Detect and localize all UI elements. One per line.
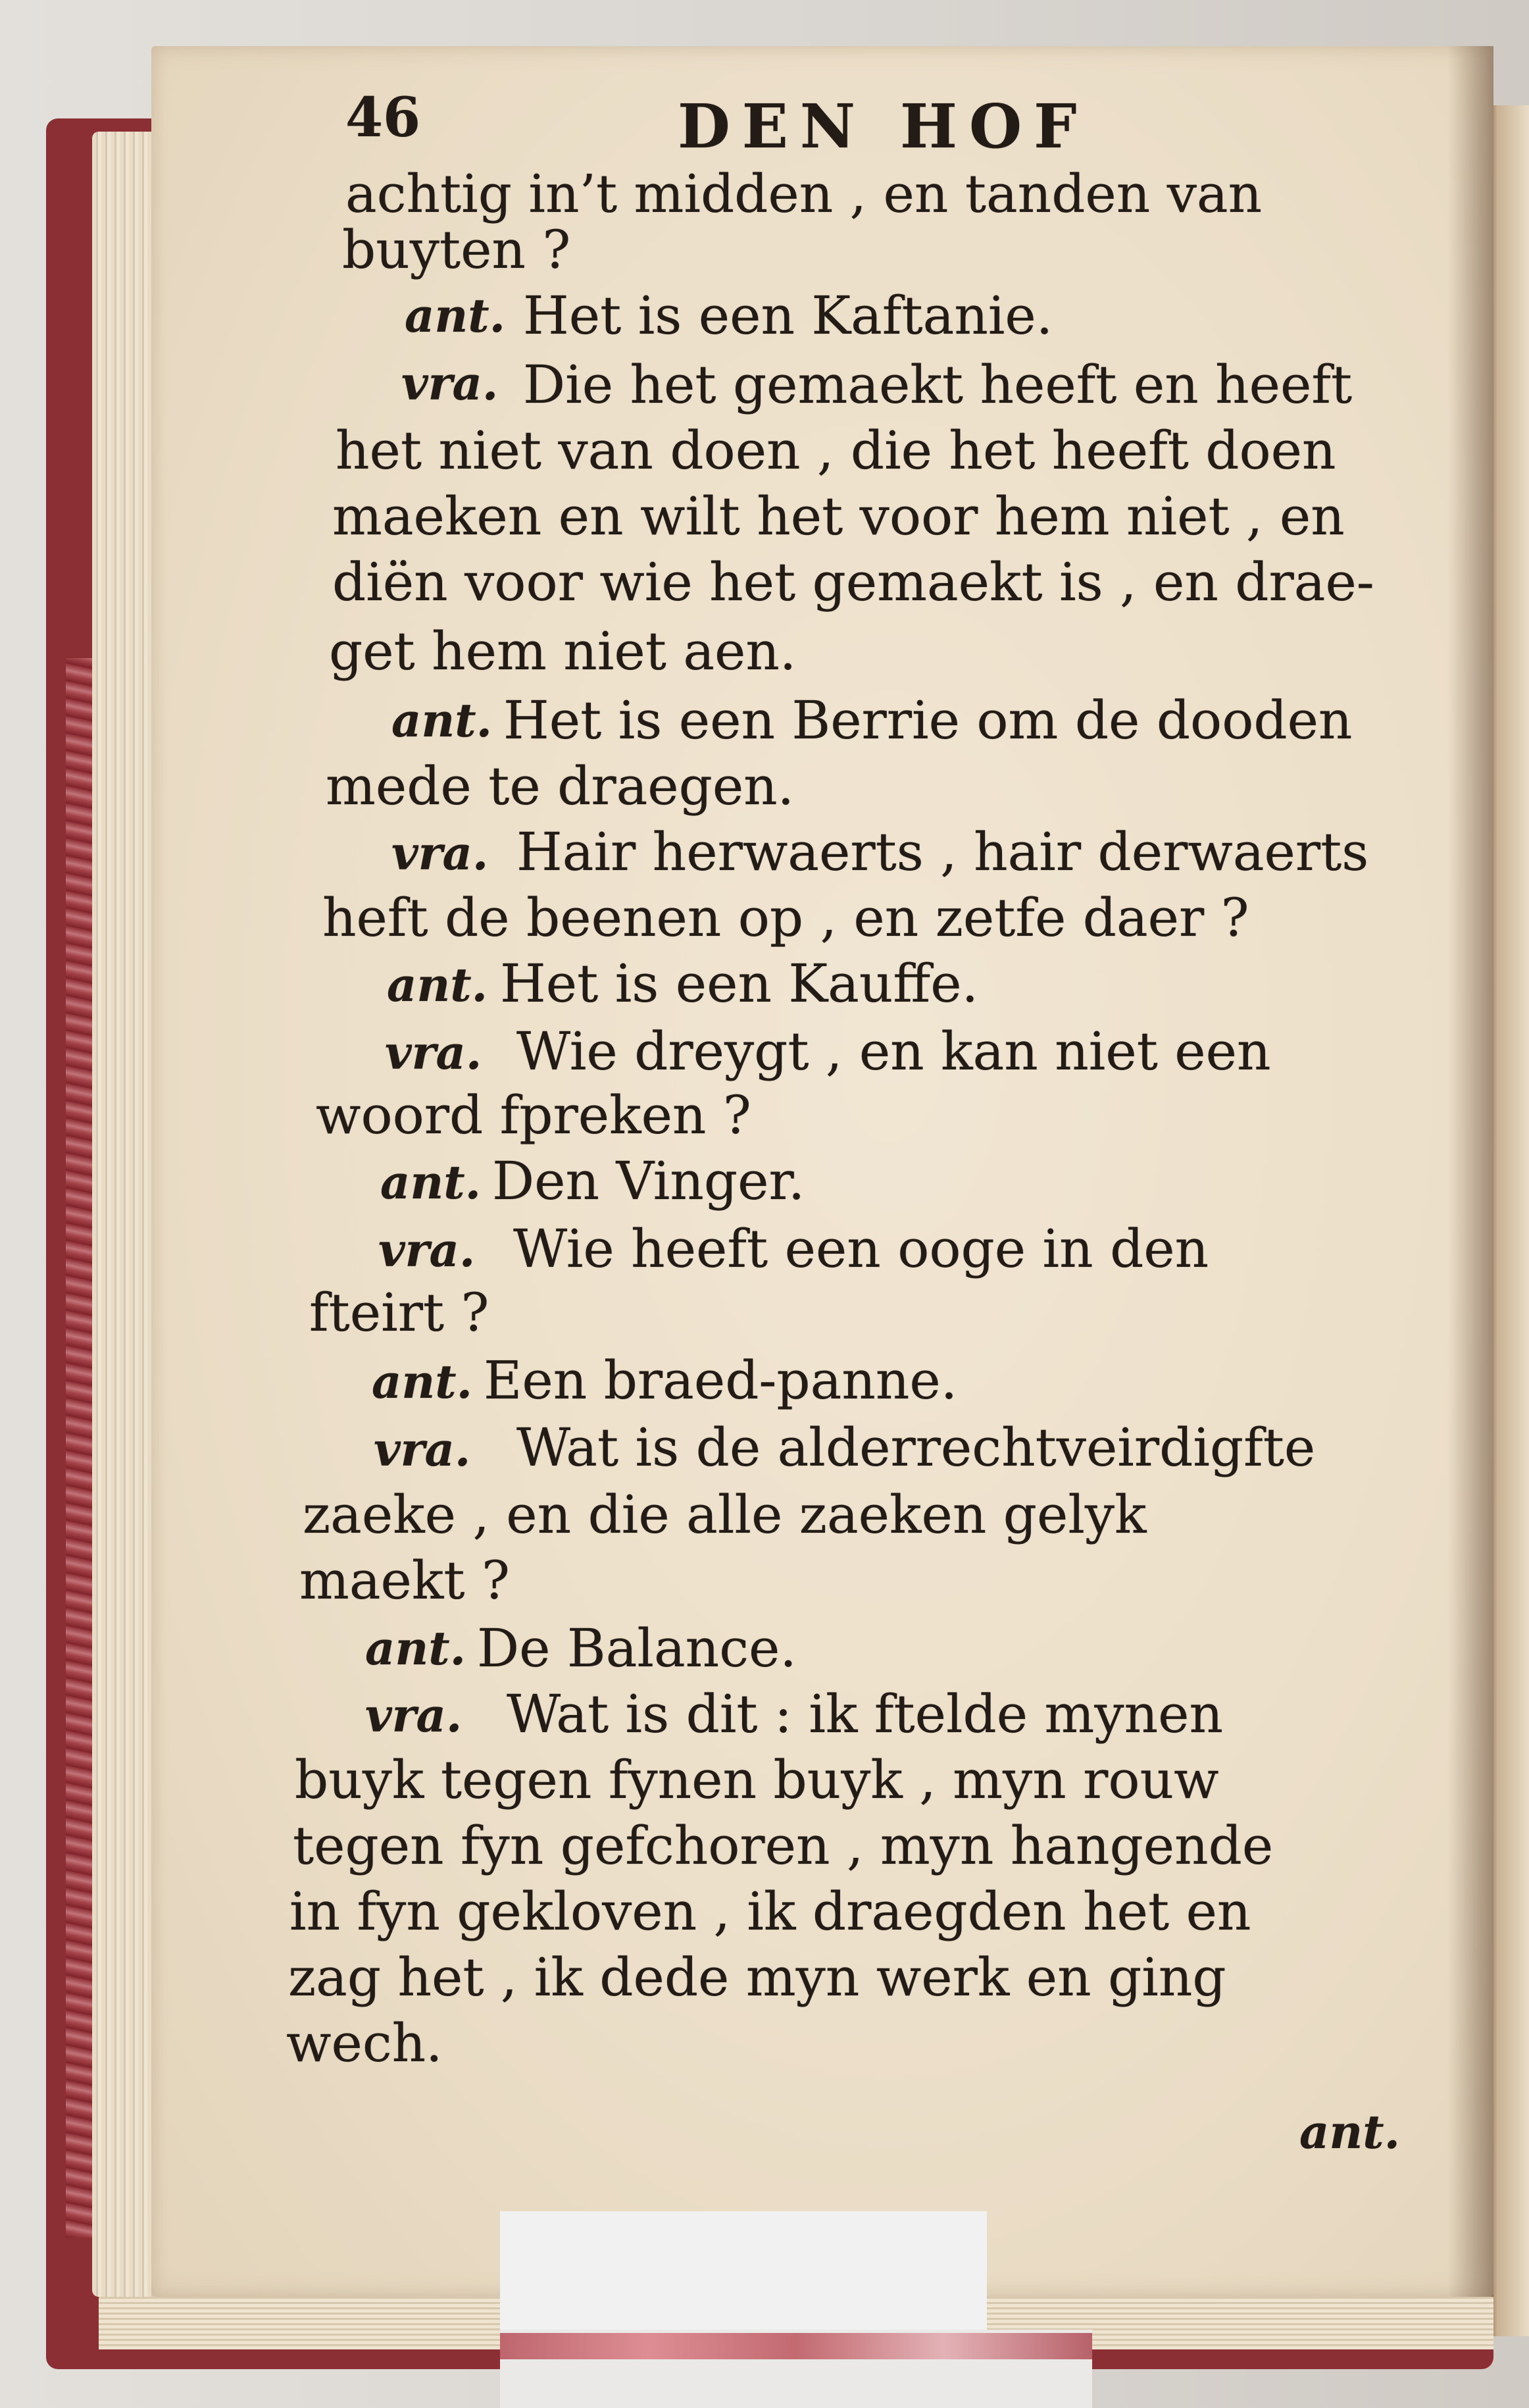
text-line-17: Wie heeft een ooge in den	[513, 1218, 1209, 1279]
text-line-21: zaeke , en die alle zaeken gelyk	[303, 1484, 1147, 1545]
text-line-2: buyten ?	[342, 219, 571, 280]
text-line-29: wech.	[286, 2012, 443, 2074]
text-line-16: Den Vinger.	[492, 1150, 805, 1212]
answer-label: ant.	[405, 288, 505, 343]
question-label: vra.	[391, 826, 489, 881]
text-line-20: Wat is de alderrechtveirdigfte	[516, 1417, 1316, 1478]
question-label: vra.	[365, 1688, 463, 1743]
text-line-15: woord fpreken ?	[316, 1085, 751, 1146]
answer-label: ant.	[380, 1155, 481, 1210]
question-label: vra.	[401, 356, 499, 411]
text-line-9: Het is een Berrie om de dooden	[503, 690, 1353, 751]
text-line-28: zag het , ik dede myn werk en ging	[288, 1947, 1226, 2008]
text-line-24: Wat is dit : ik ftelde mynen	[507, 1683, 1223, 1745]
question-label: vra.	[374, 1422, 471, 1477]
text-line-23: De Balance.	[477, 1618, 797, 1679]
text-line-18: fteirt ?	[309, 1282, 489, 1343]
text-line-13: Het is een Kauffe.	[500, 953, 978, 1014]
text-line-10: mede te draegen.	[326, 756, 795, 817]
answer-label: ant.	[365, 1621, 466, 1676]
answer-label: ant.	[391, 693, 492, 748]
cover-foot-marbling	[500, 2333, 1092, 2359]
text-line-8: get hem niet aen.	[329, 621, 797, 682]
page-number: 46	[345, 86, 421, 149]
text-line-4: Die het gemaekt heeft en heeft	[523, 354, 1353, 415]
text-line-22: maekt ?	[299, 1550, 510, 1611]
text-line-19: Een braed-panne.	[484, 1350, 958, 1411]
text-line-7: diën voor wie het gemaekt is , en drae-	[332, 551, 1374, 613]
text-line-25: buyk tegen fynen buyk , myn rouw	[295, 1749, 1219, 1810]
text-line-5: het niet van doen , die het heeft doen	[336, 420, 1336, 481]
text-line-12: heft de beenen op , en zetfe daer ?	[322, 887, 1249, 948]
page-gutter-shadow	[1447, 46, 1493, 2297]
text-line-26: tegen fyn gefchoren , myn hangende	[293, 1815, 1274, 1876]
text-line-27: in fyn gekloven , ik draegden het en	[289, 1881, 1251, 1942]
text-line-6: maeken en wilt het voor hem niet , en	[332, 486, 1345, 547]
text-line-14: Wie dreygt , en kan niet een	[516, 1021, 1271, 1082]
question-label: vra.	[385, 1025, 482, 1080]
text-line-1: achtig in’t midden , en tanden van	[345, 163, 1263, 224]
text-line-3: Het is een Kaftanie.	[523, 285, 1053, 346]
answer-label: ant.	[387, 958, 488, 1012]
running-title: DEN HOF	[678, 91, 1089, 162]
text-line-11: Hair herwaerts , hair derwaerts	[516, 821, 1369, 883]
answer-label: ant.	[372, 1354, 472, 1409]
catchword: ant.	[1299, 2105, 1400, 2159]
question-label: vra.	[378, 1223, 476, 1277]
